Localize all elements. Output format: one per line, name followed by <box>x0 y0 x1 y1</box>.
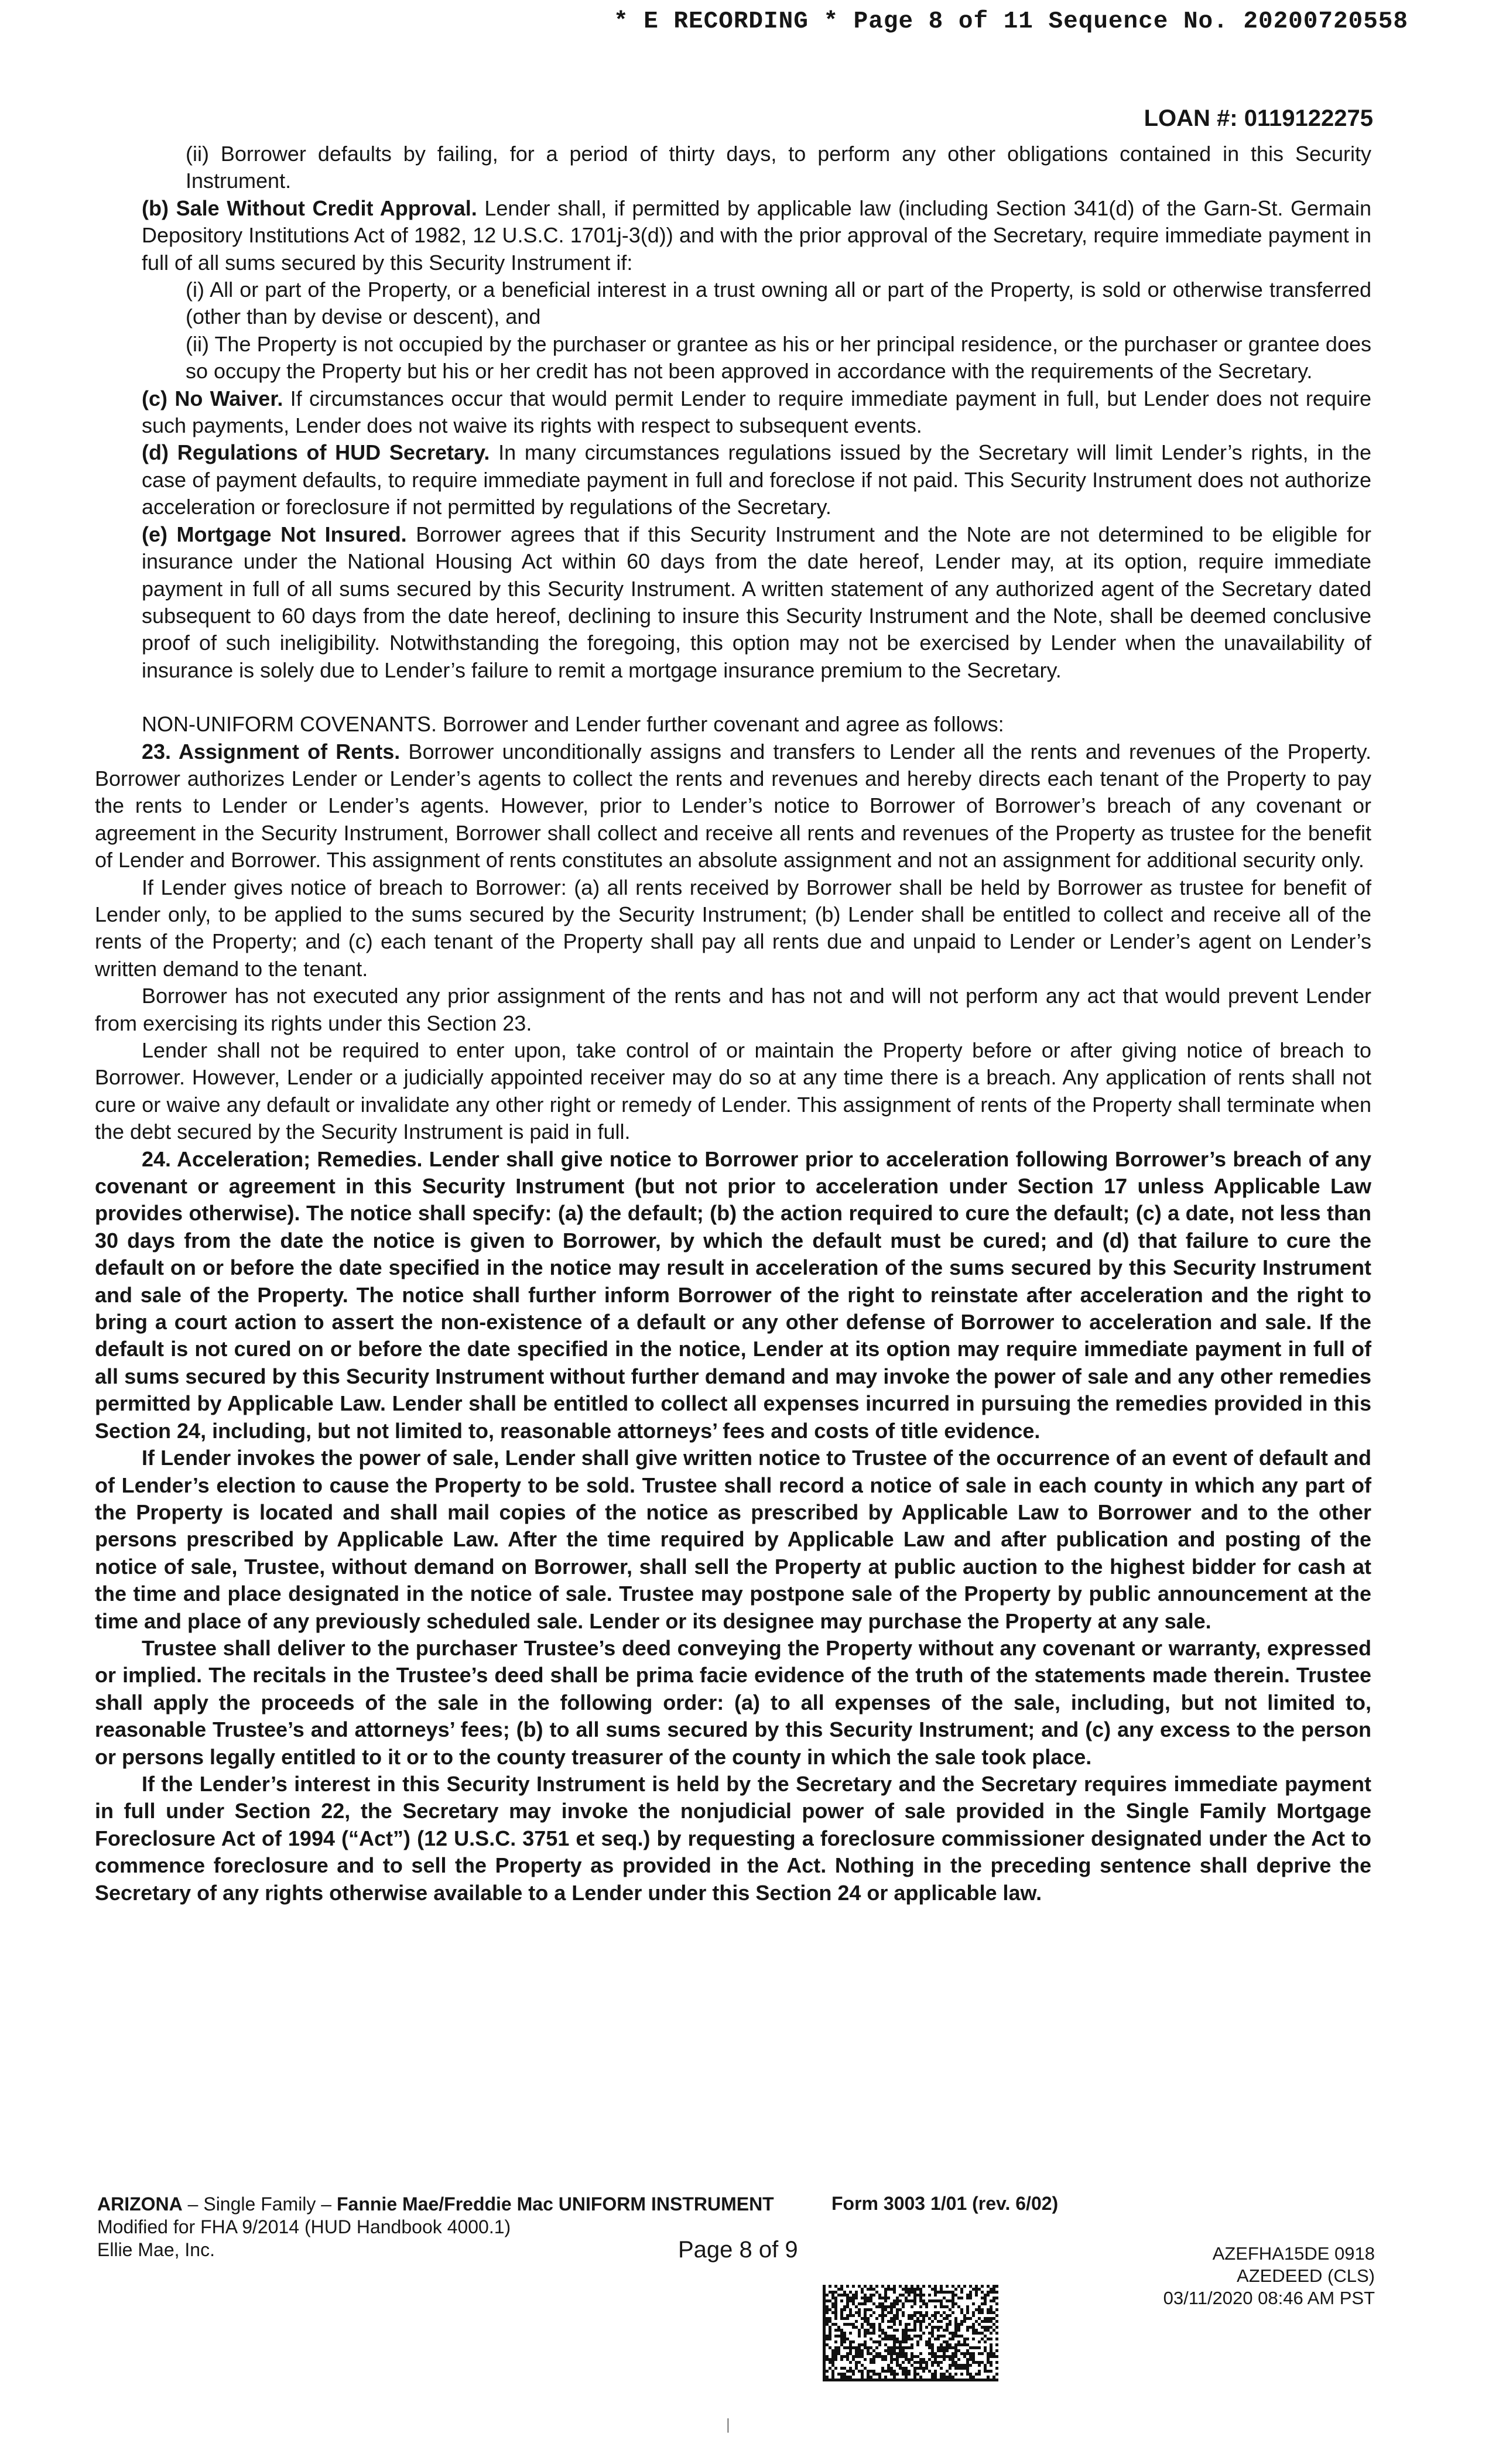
clause-b-title: (b) Sale Without Credit Approval. <box>142 196 477 220</box>
spacer <box>95 684 1371 711</box>
clause-b-ii: (ii) The Property is not occupied by the purchaser or grantee as his or her principal residence, or the purchaser or grantee does so occupy the Property but his or her credit has not been approved in accordance with the requirements of the Secretary. <box>186 331 1371 384</box>
clause-e <box>95 521 1371 684</box>
clause-e-title: (e) Mortgage Not Insured. <box>142 522 407 546</box>
clause-a-ii: (ii) Borrower defaults by failing, for a period of thirty days, to perform any other obligations contained in this Security Instrument. <box>186 142 1371 193</box>
clause-d-body: In many circumstances regulations issued by the Secretary will limit Lender’s rights, in the case of payment defaults, to require immediate payment in full and foreclose if not paid. This Security Instrument does not authorize acceleration or foreclosure if not permitted by regulations of the Secretary. <box>142 440 1372 519</box>
footer-company: Ellie Mae, Inc. <box>97 2239 215 2260</box>
clause-d-title: (d) Regulations of HUD Secretary. <box>142 440 490 465</box>
non-uniform-covenants: NON-UNIFORM COVENANTS. Borrower and Lender further covenant and agree as follows: <box>142 712 1004 737</box>
section-23-body: Borrower unconditionally assigns and transfers to Lender all the rents and revenues of the Property. Borrower authorizes Lender or Lender’s agents to collect the rents and revenues and hereby directs each tenant of the Property to pay the rents to Lender or Lender’s agents. However, prior to Lender’s notice to Borrower of Borrower’s breach of any covenant or agreement in the Security Instrument, Borrower shall collect and receive all rents and revenues of the Property as trustee for the benefit of Lender and Borrower. This assignment of rents constitutes an absolute assignment and not an assignment for additional security only. <box>95 739 1372 872</box>
loan-number: LOAN #: 0119122275 <box>1144 105 1373 131</box>
clause-c-title: (c) No Waiver. <box>142 386 283 410</box>
footer-codes <box>1163 2243 1375 2309</box>
recording-header: * E RECORDING * Page 8 of 11 Sequence No. 20200720558 <box>614 8 1409 35</box>
clause-c <box>95 385 1371 440</box>
footer-timestamp: 03/11/2020 08:46 AM PST <box>1163 2288 1375 2308</box>
clause-b <box>95 195 1371 276</box>
footer-left <box>97 2193 774 2261</box>
section-23-p3: Borrower has not executed any prior assignment of the rents and has not and will not perform any act that would prevent Lender from exercising its rights under this Section 23. <box>95 984 1371 1035</box>
footer-modified: Modified for FHA 9/2014 (HUD Handbook 4000.1) <box>97 2216 511 2237</box>
datamatrix-barcode <box>823 2285 998 2381</box>
section-24-p2: If Lender invokes the power of sale, Lender shall give written notice to Trustee of the occurrence of an event of default and of Lender’s election to cause the Property to be sold. Trustee shall record a notice of sale in each county in which any part of the Property is located and shall mail copies of the notice as prescribed by Applicable Law to Borrower and to the other persons prescribed by Applicable Law. After the time required by Applicable Law and after publication and posting of the notice of sale, Trustee, without demand on Borrower, shall sell the Property at public auction to the highest bidder for cash at the time and place designated in the notice of sale. Trustee may postpone sale of the Property by public announcement at the time and place of any previously scheduled sale. Lender or its designee may purchase the Property at any sale. <box>95 1446 1371 1633</box>
clause-b-i: (i) All or part of the Property, or a beneficial interest in a trust owning all or part of the Property, is sold or otherwise transferred (other than by devise or descent), and <box>186 278 1371 329</box>
clause-d <box>95 439 1371 521</box>
footer-form: Form 3003 1/01 (rev. 6/02) <box>831 2193 1059 2214</box>
footer-state: ARIZONA <box>97 2193 183 2215</box>
section-23-title: 23. Assignment of Rents. <box>142 739 401 764</box>
section-23-p4: Lender shall not be required to enter upon, take control of or maintain the Property before or after giving notice of breach to Borrower. However, Lender or a judicially appointed receiver may do so at any time there is a breach. Any application of rents shall not cure or waive any default or invalidate any other right or remedy of Lender. This assignment of rents of the Property shall terminate when the debt secured by the Security Instrument is paid in full. <box>95 1038 1371 1144</box>
footer-instrument: Fannie Mae/Freddie Mac UNIFORM INSTRUMENT <box>336 2193 774 2215</box>
section-23-p2: If Lender gives notice of breach to Borrower: (a) all rents received by Borrower shall be held by Borrower as trustee for benefit of Lender only, to be applied to the sums secured by the Security Instrument; (b) Lender shall be entitled to collect and receive all of the rents of the Property; and (c) each tenant of the Property shall pay all rents due and unpaid to Lender or Lender’s agent on Lender’s written demand to the tenant. <box>95 875 1371 981</box>
footer-code-1: AZEFHA15DE 0918 <box>1212 2243 1375 2264</box>
footer-state-sep: – Single Family – <box>182 2193 337 2215</box>
section-23 <box>95 738 1371 874</box>
section-24-p3: Trustee shall deliver to the purchaser Trustee’s deed conveying the Property without any covenant or warranty, expressed or implied. The recitals in the Trustee’s deed shall be prima facie evidence of the truth of the statements made therein. Trustee shall apply the proceeds of the sale in the following order: (a) to all expenses of the sale, including, but not limited to, reasonable Trustee’s and attorneys’ fees; (b) to all sums secured by this Security Instrument; and (c) any excess to the person or persons legally entitled to it or to the county treasurer of the county in which the sale took place. <box>95 1635 1371 1769</box>
footer-instrument-line <box>97 2193 774 2216</box>
footer-mark: | <box>726 2415 730 2433</box>
section-24-p1: 24. Acceleration; Remedies. Lender shall give notice to Borrower prior to acceleration following Borrower’s breach of any covenant or agreement in this Security Instrument (but not prior to acceleration under Section 17 unless Applicable Law provides otherwise). The notice shall specify: (a) the default; (b) the action required to cure the default; (c) a date, not less than 30 days from the date the notice is given to Borrower, by which the default must be cured; and (d) that failure to cure the default on or before the date specified in the notice may result in acceleration of the sums secured by this Security Instrument and sale of the Property. The notice shall further inform Borrower of the right to reinstate after acceleration and the right to bring a court action to assert the non-existence of a default or any other defense of Borrower to acceleration and sale. If the default is not cured on or before the date specified in the notice, Lender at its option may require immediate payment in full of all sums secured by this Security Instrument without further demand and may invoke the power of sale and any other remedies permitted by Applicable Law. Lender shall be entitled to collect all expenses incurred in pursuing the remedies provided in this Section 24, including, but not limited to, reasonable attorneys’ fees and costs of title evidence. <box>95 1147 1371 1443</box>
section-24-p4: If the Lender’s interest in this Security Instrument is held by the Secretary and the Secretary requires immediate payment in full under Section 22, the Secretary may invoke the nonjudicial power of sale provided in the Single Family Mortgage Foreclosure Act of 1994 (“Act”) (12 U.S.C. 3751 et seq.) by requesting a foreclosure commissioner designated under the Act to commence foreclosure and to sell the Property as provided in the Act. Nothing in the preceding sentence shall deprive the Secretary of any rights otherwise available to a Lender under this Section 24 or applicable law. <box>95 1771 1371 1905</box>
clause-b-body: Lender shall, if permitted by applicable law (including Section 341(d) of the Garn-St. Germain Depository Institutions Act of 1982, 12 U.S.C. 1701j-3(d)) and with the prior approval of the Secretary, require immediate payment in full of all sums secured by this Security Instrument if: <box>142 196 1372 275</box>
footer-page-number: Page 8 of 9 <box>678 2237 798 2263</box>
document-body <box>95 141 1371 1907</box>
footer-code-2: AZEDEED (CLS) <box>1237 2265 1375 2286</box>
clause-c-body: If circumstances occur that would permit Lender to require immediate payment in full, but Lender does not require such payments, Lender does not waive its rights with respect to subsequent events. <box>142 386 1371 438</box>
clause-e-body: Borrower agrees that if this Security Instrument and the Note are not determined to be eligible for insurance under the National Housing Act within 60 days from the date hereof, Lender may, at its option, require immediate payment in full of all sums secured by this Security Instrument. A written statement of any authorized agent of the Secretary dated subsequent to 60 days from the date hereof, declining to insure this Security Instrument and the Note, shall be deemed conclusive proof of such ineligibility. Notwithstanding the foregoing, this option may not be exercised by Lender when the unavailability of insurance is solely due to Lender’s failure to remit a mortgage insurance premium to the Secretary. <box>142 522 1371 682</box>
